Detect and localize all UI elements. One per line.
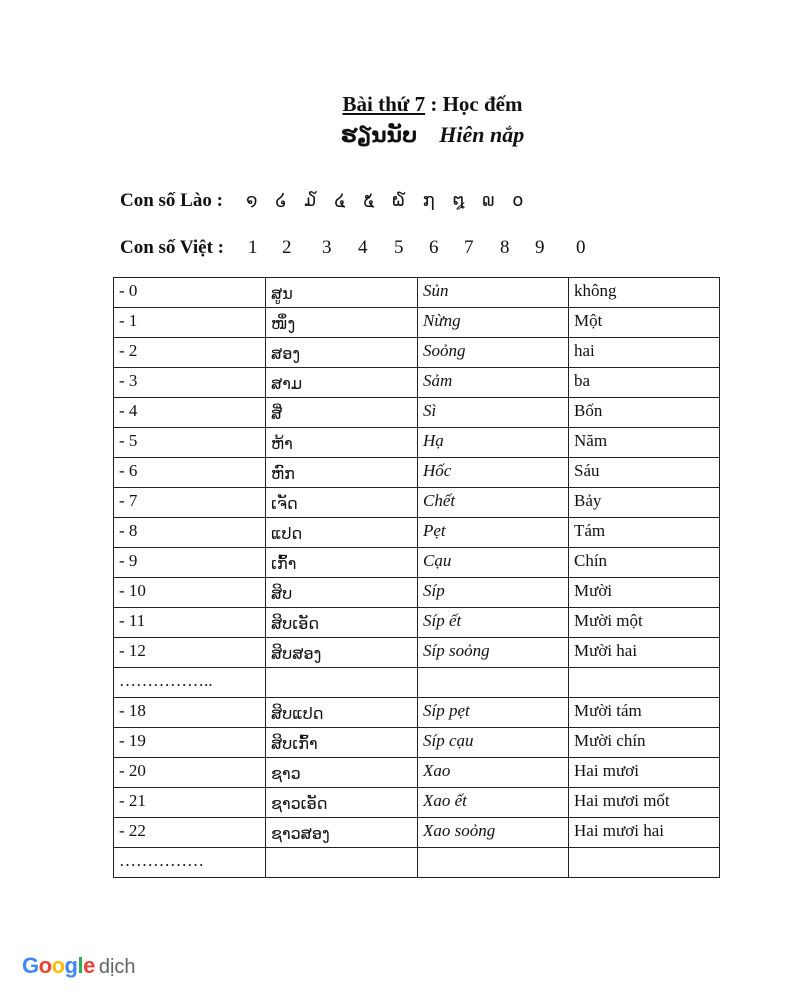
table-row <box>114 278 720 308</box>
viet-digit: 9 <box>535 237 545 258</box>
number-cell: - 21 <box>114 788 266 818</box>
viet-digit: 7 <box>464 237 474 258</box>
vietnamese-word-cell: ba <box>569 368 720 398</box>
transliteration-cell: Pẹt <box>418 518 569 548</box>
lao-word-cell: ແປດ <box>266 518 418 548</box>
table-row <box>114 428 720 458</box>
table-row <box>114 368 720 398</box>
vietnamese-word-cell: không <box>569 278 720 308</box>
number-cell: - 22 <box>114 818 266 848</box>
transliteration-cell: Sì <box>418 398 569 428</box>
viet-digit: 1 <box>248 237 258 258</box>
number-cell: - 2 <box>114 338 266 368</box>
google-translate-watermark <box>22 953 136 979</box>
table-row <box>114 608 720 638</box>
number-cell: - 18 <box>114 698 266 728</box>
table-row <box>114 338 720 368</box>
number-cell: …………… <box>114 848 266 878</box>
lesson-heading-lao <box>0 122 800 148</box>
transliteration-cell: Síp cạu <box>418 728 569 758</box>
viet-digit: 3 <box>322 237 332 258</box>
viet-digit: 6 <box>429 237 439 258</box>
lesson-label: Bài thứ 7 <box>342 92 426 116</box>
table-row <box>114 668 720 698</box>
number-cell: - 7 <box>114 488 266 518</box>
transliteration-cell: Xao <box>418 758 569 788</box>
number-cell: …………….. <box>114 668 266 698</box>
transliteration-cell: Hạ <box>418 428 569 458</box>
vietnamese-word-cell: Mười <box>569 578 720 608</box>
vietnamese-word-cell: Một <box>569 308 720 338</box>
vietnamese-word-cell: Hai mươi <box>569 758 720 788</box>
vietnamese-word-cell: Mười tám <box>569 698 720 728</box>
table-row <box>114 728 720 758</box>
table-row <box>114 518 720 548</box>
table-row <box>114 458 720 488</box>
lao-word-cell: ຊາວສອງ <box>266 818 418 848</box>
viet-numerals-line <box>120 237 586 259</box>
transliteration-cell: Cạu <box>418 548 569 578</box>
lao-word-cell: ສິບແປດ <box>266 698 418 728</box>
lao-numerals-line <box>120 190 530 212</box>
vietnamese-word-cell: Năm <box>569 428 720 458</box>
lao-word-cell: ຫົກ <box>266 458 418 488</box>
lao-title: ຮຽນນັບ <box>340 123 418 147</box>
transliteration-cell: Xao soỏng <box>418 818 569 848</box>
viet-digit: 4 <box>358 237 368 258</box>
transliteration-cell: Sảm <box>418 368 569 398</box>
number-cell: - 4 <box>114 398 266 428</box>
lao-word-cell: ສິບເກົ້າ <box>266 728 418 758</box>
table-row <box>114 698 720 728</box>
lao-word-cell <box>266 848 418 878</box>
lao-word-cell: ສີ່ <box>266 398 418 428</box>
lao-word-cell: ເກົ້າ <box>266 548 418 578</box>
vietnamese-word-cell <box>569 848 720 878</box>
table-row <box>114 788 720 818</box>
lesson-title <box>0 92 800 117</box>
counting-table <box>113 277 720 878</box>
number-cell: - 0 <box>114 278 266 308</box>
transliteration-cell: Soỏng <box>418 338 569 368</box>
lao-numerals-label: Con số Lào : <box>120 190 223 211</box>
translate-word: dịch <box>98 956 136 978</box>
lao-word-cell: ສາມ <box>266 368 418 398</box>
vietnamese-word-cell: Chín <box>569 548 720 578</box>
vietnamese-word-cell: Mười chín <box>569 728 720 758</box>
vietnamese-word-cell: hai <box>569 338 720 368</box>
google-logo: Google <box>22 953 95 978</box>
viet-digit: 5 <box>394 237 404 258</box>
viet-digit: 8 <box>500 237 510 258</box>
lao-word-cell: ສອງ <box>266 338 418 368</box>
transliteration-cell: Xao ết <box>418 788 569 818</box>
transliteration-cell: Síp ết <box>418 608 569 638</box>
table-row <box>114 308 720 338</box>
table-row <box>114 398 720 428</box>
table-row <box>114 758 720 788</box>
vietnamese-word-cell: Bảy <box>569 488 720 518</box>
transliteration-cell <box>418 668 569 698</box>
lao-word-cell: ຫ້າ <box>266 428 418 458</box>
lao-word-cell: ສິບສອງ <box>266 638 418 668</box>
vietnamese-word-cell <box>569 668 720 698</box>
transliteration-cell: Chết <box>418 488 569 518</box>
number-cell: - 5 <box>114 428 266 458</box>
number-cell: - 20 <box>114 758 266 788</box>
vietnamese-word-cell: Tám <box>569 518 720 548</box>
transliteration-cell: Sủn <box>418 278 569 308</box>
transliteration-cell: Hốc <box>418 458 569 488</box>
number-cell: - 11 <box>114 608 266 638</box>
transliteration-cell: Nừng <box>418 308 569 338</box>
number-cell: - 12 <box>114 638 266 668</box>
lesson-subtitle: : Học đếm <box>425 92 523 116</box>
table-row <box>114 488 720 518</box>
lao-numerals: ໑ ໒ ໓ ໔ ໕ ໖ ໗ ໘ ໙ ໐ <box>246 190 530 211</box>
vietnamese-word-cell: Bốn <box>569 398 720 428</box>
counting-table-body <box>114 278 720 878</box>
number-cell: - 10 <box>114 578 266 608</box>
lao-word-cell: ສິບເອັດ <box>266 608 418 638</box>
viet-transliteration-title: Hiên nắp <box>439 122 525 147</box>
lao-word-cell <box>266 668 418 698</box>
table-row <box>114 848 720 878</box>
number-cell: - 19 <box>114 728 266 758</box>
transliteration-cell: Síp pẹt <box>418 698 569 728</box>
table-row <box>114 818 720 848</box>
lao-word-cell: ສິບ <box>266 578 418 608</box>
table-row <box>114 638 720 668</box>
transliteration-cell: Síp soỏng <box>418 638 569 668</box>
viet-numerals-label: Con số Việt : <box>120 237 224 258</box>
table-row <box>114 548 720 578</box>
viet-digit: 2 <box>282 237 292 258</box>
lao-word-cell: ສູນ <box>266 278 418 308</box>
lao-word-cell: ເຈັດ <box>266 488 418 518</box>
lao-word-cell: ໜຶ່ງ <box>266 308 418 338</box>
number-cell: - 8 <box>114 518 266 548</box>
transliteration-cell: Síp <box>418 578 569 608</box>
number-cell: - 6 <box>114 458 266 488</box>
lao-word-cell: ຊາວ <box>266 758 418 788</box>
vietnamese-word-cell: Hai mươi mốt <box>569 788 720 818</box>
vietnamese-word-cell: Sáu <box>569 458 720 488</box>
vietnamese-word-cell: Hai mươi hai <box>569 818 720 848</box>
viet-digit: 0 <box>576 237 586 258</box>
vietnamese-word-cell: Mười hai <box>569 638 720 668</box>
transliteration-cell <box>418 848 569 878</box>
vietnamese-word-cell: Mười một <box>569 608 720 638</box>
table-row <box>114 578 720 608</box>
number-cell: - 1 <box>114 308 266 338</box>
lao-word-cell: ຊາວເອັດ <box>266 788 418 818</box>
number-cell: - 3 <box>114 368 266 398</box>
number-cell: - 9 <box>114 548 266 578</box>
